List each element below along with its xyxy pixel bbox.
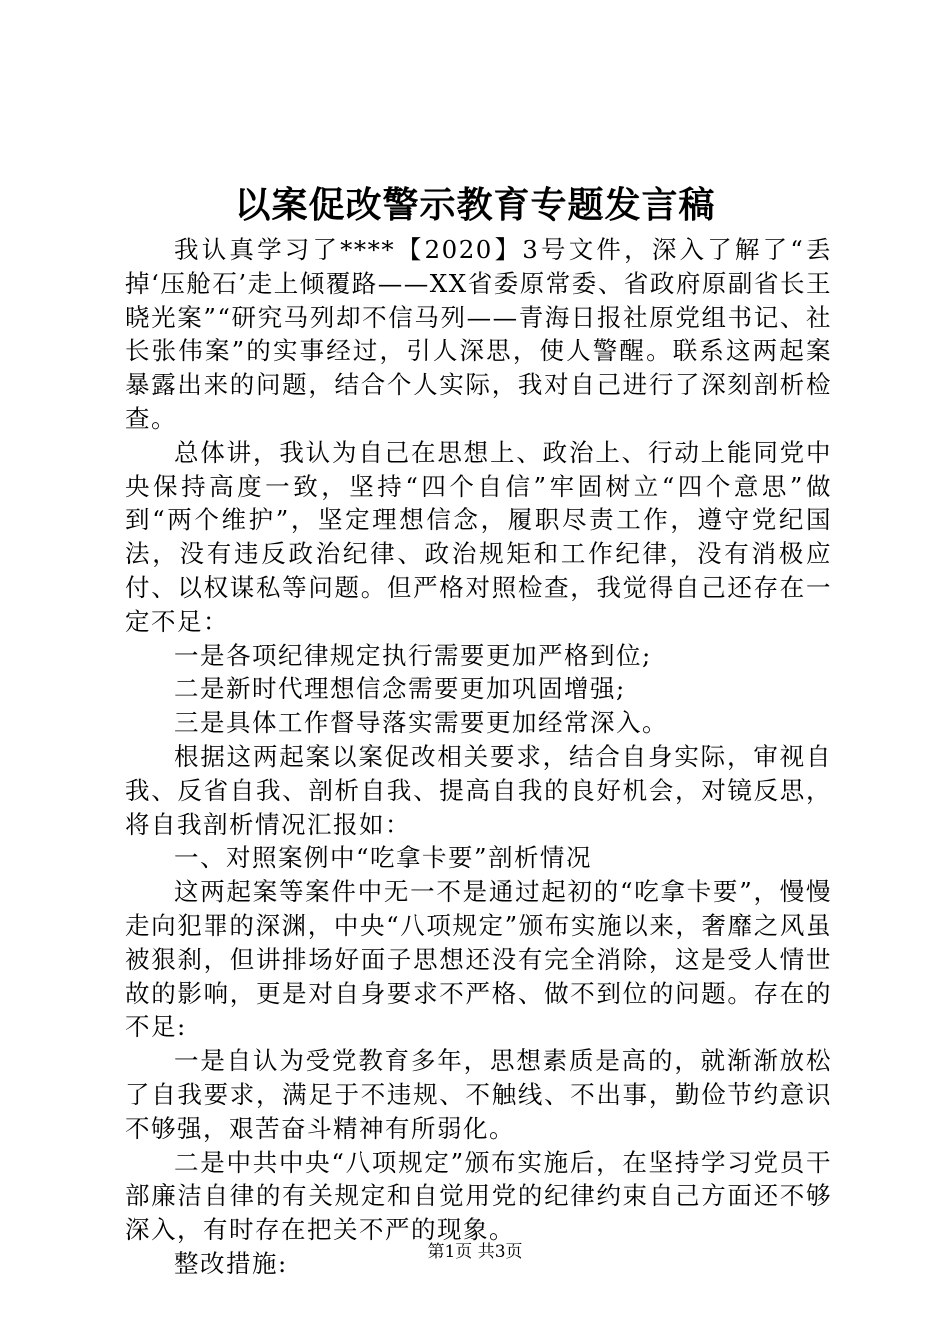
paragraph-rectification-heading: 整改措施: [174,1248,288,1278]
paragraph-shortcoming-2: 二是新时代理想信念需要更加巩固增强; [174,674,626,704]
paragraph-deficiency-1: 一是自认为受党教育多年，思想素质是高的，就渐渐放松了自我要求，满足于不违规、不触线、不出事，勤俭节约意识不够强，艰苦奋斗精神有所弱化。 [125,1046,832,1143]
document-title: 以案促改警示教育专题发言稿 [234,184,716,226]
paragraph-case-analysis: 这两起案等案件中无一不是通过起初的“吃拿卡要”，慢慢走向犯罪的深渊，中央“八项规定”颁布实施以来，奢靡之风虽被狠刹，但讲排场好面子思想还没有完全消除，这是受人情世故的影响，更是对自身要求不严格、做不到位的问题。存在的不足: [125,877,832,1042]
paragraph-overview: 总体讲，我认为自己在思想上、政治上、行动上能同党中央保持高度一致，坚持“四个自信”牢固树立“四个意思”做到“两个维护”，坚定理想信念，履职尽责工作，遵守党纪国法，没有违反政治纪律、政治规矩和工作纪律，没有消极应付、以权谋私等问题。但严格对照检查，我觉得自己还存在一定不足： [125,437,832,636]
paragraph-reflection: 根据这两起案以案促改相关要求，结合自身实际，审视自我、反省自我、剖析自我、提高自我的良好机会，对镜反思，将自我剖析情况汇报如： [125,741,832,839]
paragraph-shortcoming-3: 三是具体工作督导落实需要更加经常深入。 [174,708,668,738]
paragraph-deficiency-2: 二是中共中央“八项规定”颁布实施后，在坚持学习党员干部廉洁自律的有关规定和自觉用党的纪律约束自己方面还不够深入，有时存在把关不严的现象。 [125,1147,832,1245]
paragraph-intro: 我认真学习了****【2020】3号文件，深入了解了“丢掉‘压舱石’走上倾覆路——XX省委原常委、省政府原副省长王晓光案”“研究马列却不信马列——青海日报社原党组书记、社长张伟案”的实事经过，引人深思，使人警醒。联系这两起案暴露出来的问题，结合个人实际，我对自己进行了深刻剖析检查。 [125,235,832,433]
page-footer: 第1页 共3页 [427,1242,523,1262]
paragraph-shortcoming-1: 一是各项纪律规定执行需要更加严格到位; [174,640,652,670]
section-heading-1: 一、对照案例中“吃拿卡要”剖析情况 [174,843,593,873]
document-body [125,233,832,1281]
